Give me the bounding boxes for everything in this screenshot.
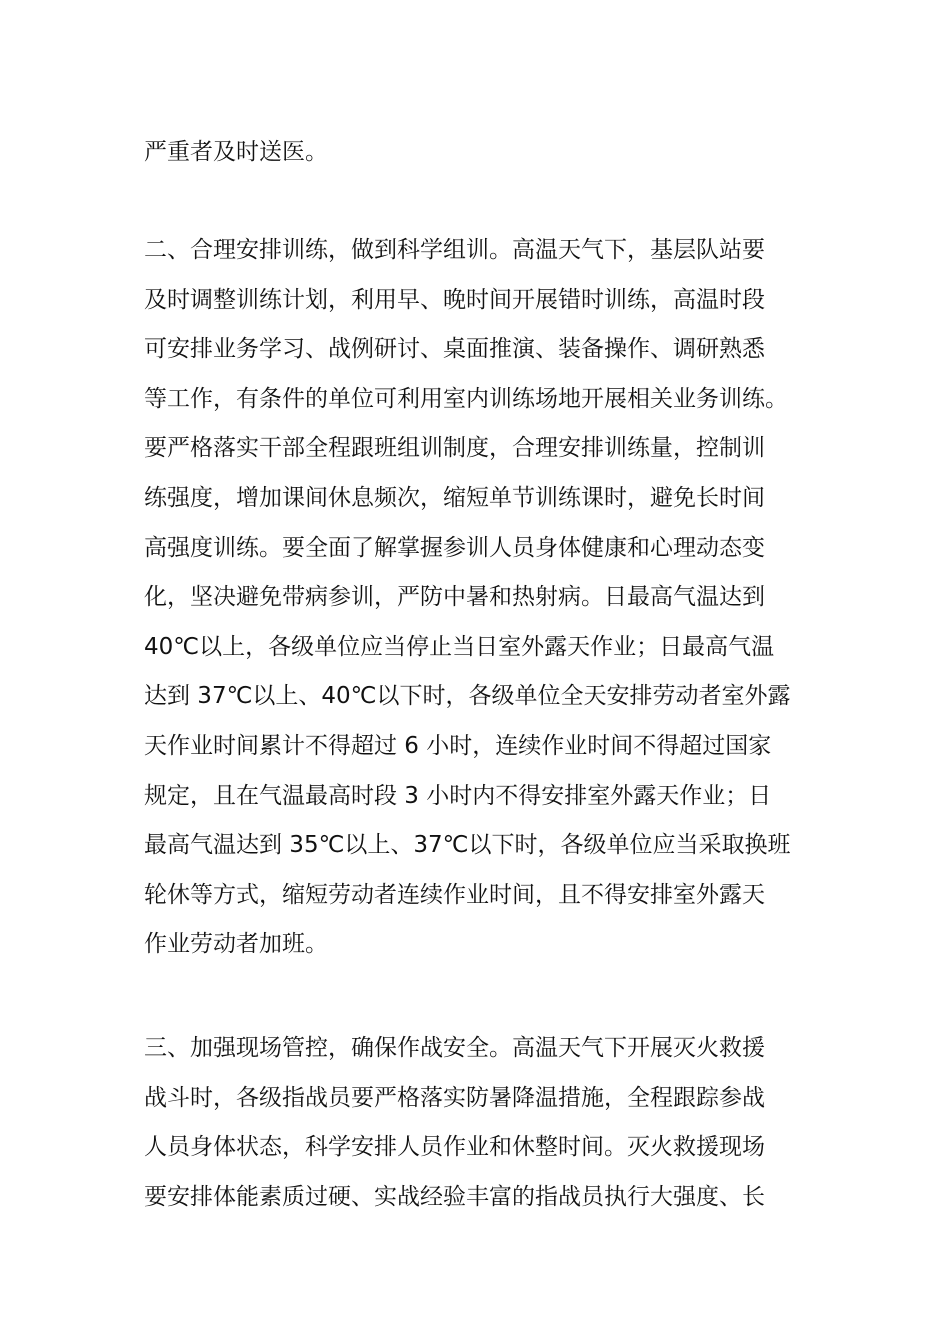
paragraph-continuation [144, 128, 824, 178]
text-line: 严重者及时送医。 [144, 139, 328, 165]
text-line: 战斗时，各级指战员要严格落实防暑降温措施，全程跟踪参战 [144, 1084, 765, 1111]
text-line: 要严格落实干部全程跟班组训制度，合理安排训练量，控制训 [144, 435, 765, 462]
text-line: 要安排体能素质过硬、实战经验丰富的指战员执行大强度、长 [144, 1183, 765, 1210]
text-line: 人员身体状态，科学安排人员作业和休整时间。灭火救援现场 [144, 1134, 765, 1161]
text-line: 最高气温达到 35℃以上、37℃以下时，各级单位应当采取换班 [144, 832, 791, 859]
text-line: 练强度，增加课间休息频次，缩短单节训练课时，避免长时间 [144, 484, 765, 511]
text-line: 轮休等方式，缩短劳动者连续作业时间，且不得安排室外露天 [144, 881, 765, 908]
text-line: 规定，且在气温最高时段 3 小时内不得安排室外露天作业；日 [144, 782, 772, 809]
text-line: 高强度训练。要全面了解掌握参训人员身体健康和心理动态变 [144, 534, 765, 561]
paragraph-training [144, 226, 824, 970]
text-line: 二、合理安排训练，做到科学组训。高温天气下，基层队站要 [144, 237, 765, 263]
text-line: 等工作，有条件的单位可利用室内训练场地开展相关业务训练。 [144, 385, 788, 412]
text-line: 及时调整训练计划，利用早、晚时间开展错时训练，高温时段 [144, 286, 765, 313]
text-line: 天作业时间累计不得超过 6 小时，连续作业时间不得超过国家 [144, 732, 772, 759]
text-line: 达到 37℃以上、40℃以下时，各级单位全天安排劳动者室外露 [144, 683, 791, 710]
paragraph-site-control [144, 1024, 824, 1222]
text-line: 可安排业务学习、战例研讨、桌面推演、装备操作、调研熟悉 [144, 336, 765, 363]
text-line: 40℃以上，各级单位应当停止当日室外露天作业；日最高气温 [144, 633, 775, 660]
text-line: 三、加强现场管控，确保作战安全。高温天气下开展灭火救援 [144, 1035, 765, 1061]
text-line: 作业劳动者加班。 [144, 931, 328, 958]
text-line: 化，坚决避免带病参训，严防中暑和热射病。日最高气温达到 [144, 584, 765, 611]
